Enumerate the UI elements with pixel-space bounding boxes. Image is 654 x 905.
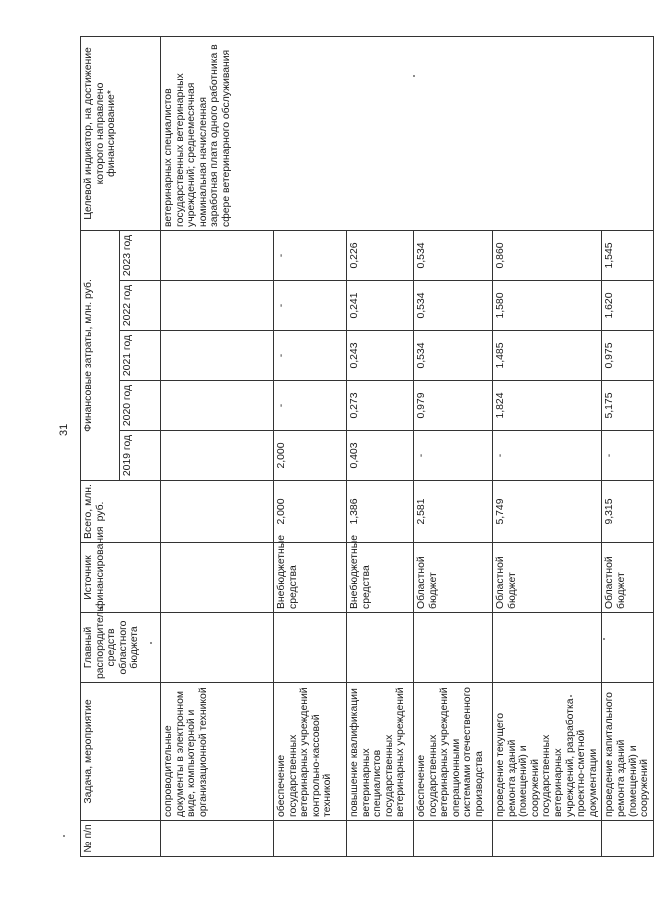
header-manager: Главный распорядитель средств областного бюджета: [81, 613, 161, 683]
cell-num: [161, 821, 274, 857]
cell-year: 0,403: [347, 431, 414, 481]
header-num: № п/п: [81, 821, 161, 857]
cell-year: -: [493, 431, 602, 481]
cell-task: сопроводительные документы в электронном виде, компьютерной и организационной техникой: [161, 683, 274, 821]
cell-year: [161, 331, 274, 381]
cell-year: 1,580: [493, 281, 602, 331]
cell-year: 1,545: [602, 230, 653, 280]
cell-year: 0,534: [414, 281, 493, 331]
table-row: [161, 36, 274, 856]
cell-year: 0,975: [602, 331, 653, 381]
cell-manager: [347, 613, 414, 683]
header-total: Всего, млн. руб.: [81, 481, 161, 543]
cell-year: 2,000: [274, 431, 347, 481]
page-number: 31: [58, 423, 70, 436]
cell-year: 0,534: [414, 230, 493, 280]
cell-total: [161, 481, 274, 543]
header-year: 2021 год: [120, 331, 161, 381]
cell-total: 5,749: [493, 481, 602, 543]
header-year: 2022 год: [120, 281, 161, 331]
header-target: Целевой индикатор, на достижение которого направлено финансирование*: [81, 36, 161, 230]
cell-source: Областной бюджет: [414, 543, 493, 613]
cell-manager: [161, 613, 274, 683]
cell-total: 9,315: [602, 481, 653, 543]
cell-year: -: [274, 381, 347, 431]
cell-year: -: [274, 331, 347, 381]
cell-year: -: [414, 431, 493, 481]
cell-total: 2,581: [414, 481, 493, 543]
cell-year: 5,175: [602, 381, 653, 431]
cell-total: 2,000: [274, 481, 347, 543]
cell-source: Внебюджетные средства: [274, 543, 347, 613]
cell-year: [161, 431, 274, 481]
cell-total: 1,386: [347, 481, 414, 543]
cell-year: -: [274, 281, 347, 331]
cell-task: обеспечение государственных ветеринарных учреждений контрольно-кассовой техникой: [274, 683, 347, 821]
cell-target: ветеринарных специалистов государственных ветеринарных учреждений; среднемесячная номинальная начисленная заработная плата одного работника в сфере ветеринарного обслуживания: [161, 36, 654, 230]
header-task: Задача, мероприятие: [81, 683, 161, 821]
financing-table: [80, 36, 654, 857]
cell-manager: [493, 613, 602, 683]
cell-task: проведение капитального ремонта зданий (помещений) и сооружений: [602, 683, 653, 821]
cell-num: [274, 821, 347, 857]
cell-source: [161, 543, 274, 613]
cell-year: 0,226: [347, 230, 414, 280]
cell-num: [493, 821, 602, 857]
cell-year: 1,485: [493, 331, 602, 381]
cell-year: -: [274, 230, 347, 280]
cell-year: [161, 381, 274, 431]
scan-speck: [570, 695, 572, 697]
scan-speck: [150, 642, 152, 644]
cell-task: обеспечение государственных ветеринарных учреждений операционными системами отечественного производства: [414, 683, 493, 821]
cell-year: [161, 281, 274, 331]
header-year: 2023 год: [120, 230, 161, 280]
cell-year: 1,824: [493, 381, 602, 431]
cell-year: -: [602, 431, 653, 481]
cell-year: 0,243: [347, 331, 414, 381]
cell-manager: [602, 613, 653, 683]
cell-num: [414, 821, 493, 857]
cell-year: 0,241: [347, 281, 414, 331]
cell-source: Областной бюджет: [493, 543, 602, 613]
cell-year: 0,860: [493, 230, 602, 280]
cell-task: повышение квалификации ветеринарных специалистов государственных ветеринарных учреждений: [347, 683, 414, 821]
cell-manager: [414, 613, 493, 683]
header-row-1: [81, 36, 120, 856]
cell-year: 0,979: [414, 381, 493, 431]
cell-source: Областной бюджет: [602, 543, 653, 613]
cell-year: 0,273: [347, 381, 414, 431]
scan-speck: [63, 835, 65, 837]
cell-num: [602, 821, 653, 857]
scan-speck: [603, 638, 605, 640]
rotated-table-container: [80, 37, 651, 857]
cell-task: проведение текущего ремонта зданий (помещений) и сооружений государственных ветеринарных учреждений, разработка проектно-сметной документации: [493, 683, 602, 821]
header-year: 2019 год: [120, 431, 161, 481]
cell-num: [347, 821, 414, 857]
cell-year: 0,534: [414, 331, 493, 381]
cell-year: 1,620: [602, 281, 653, 331]
header-costs: Финансовые затраты, млн. руб.: [81, 230, 120, 480]
cell-year: [161, 230, 274, 280]
scan-speck: [413, 75, 415, 77]
cell-manager: [274, 613, 347, 683]
cell-source: Внебюджетные средства: [347, 543, 414, 613]
header-year: 2020 год: [120, 381, 161, 431]
header-source: Источник финансирования: [81, 543, 161, 613]
